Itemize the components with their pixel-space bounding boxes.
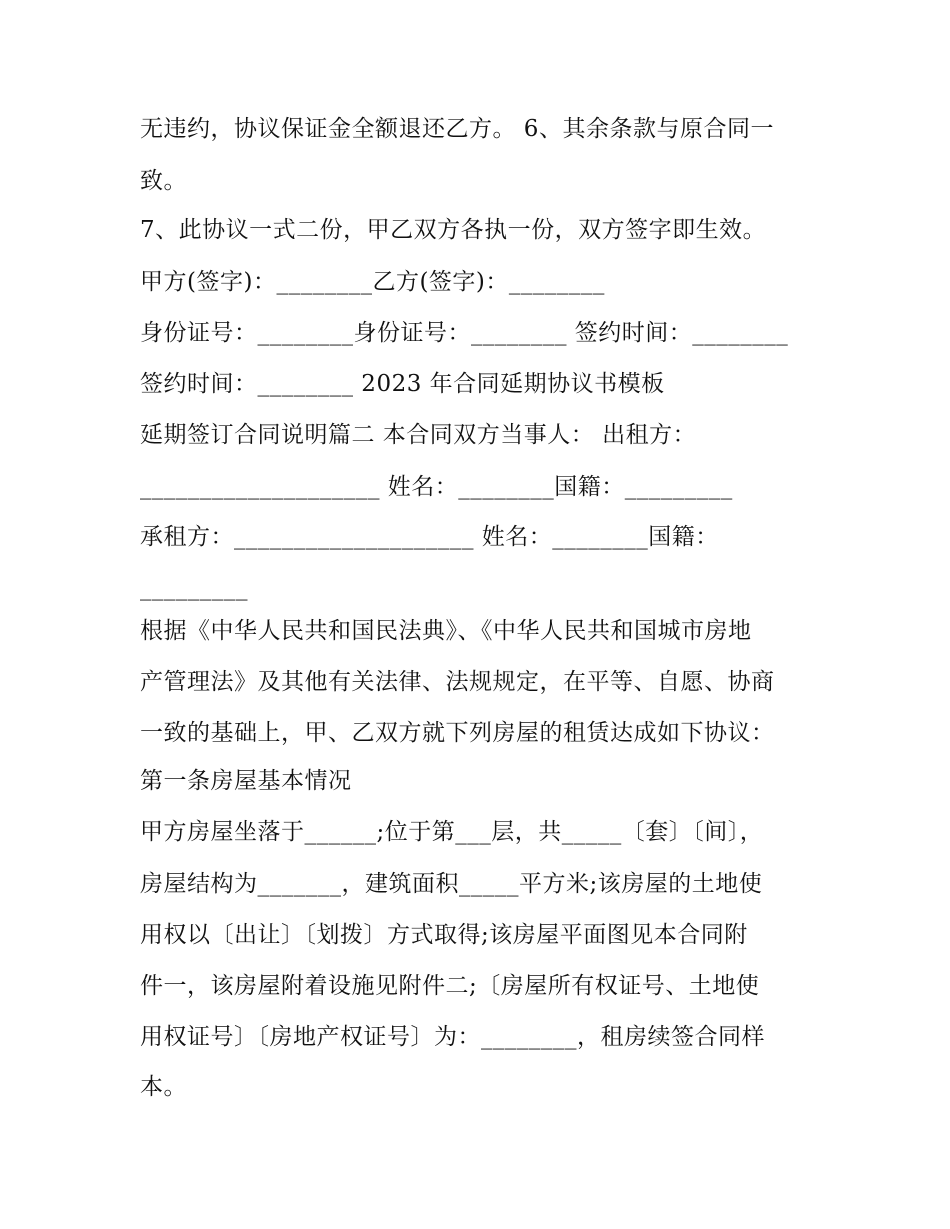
signature-line-parties: 甲方(签字)：________乙方(签字)：________	[140, 269, 605, 295]
text-line-18: 件一，该房屋附着设施见附件二;〔房屋所有权证号、土地使	[140, 973, 760, 999]
text-line-1: 无违约，协议保证金全额退还乙方。 6、其余条款与原合同一	[140, 116, 774, 142]
text-line-11: 根据《中华人民共和国民法典》、《中华人民共和国城市房地	[140, 618, 752, 644]
text-line-15: 甲方房屋坐落于______;位于第___层，共_____〔套〕〔间〕，	[140, 819, 764, 845]
lessor-info-line: ____________________ 姓名：________国籍：_________	[140, 474, 733, 500]
section-heading: 第一条房屋基本情况	[140, 768, 352, 794]
text-line-12: 产管理法》及其他有关法律、法规规定，在平等、自愿、协商	[140, 669, 775, 695]
text-line-16: 房屋结构为_______，建筑面积_____平方米;该房屋的土地使	[140, 871, 763, 897]
text-line-19: 用权证号〕〔房地产权证号〕为：________，租房续签合同样	[140, 1024, 765, 1050]
id-number-line: 身份证号：________身份证号：________ 签约时间：________	[140, 320, 789, 346]
text-line-2: 致。	[140, 168, 187, 194]
text-line-3: 7、此协议一式二份，甲乙双方各执一份，双方签字即生效。	[140, 217, 767, 243]
signing-time-line: 签约时间：________ 2023 年合同延期协议书模板	[140, 371, 665, 397]
lessee-info-line: 承租方：____________________ 姓名：________国籍：	[140, 524, 719, 550]
text-line-20: 本。	[140, 1074, 187, 1100]
text-line-10: _________	[140, 575, 248, 601]
text-line-7: 延期签订合同说明篇二 本合同双方当事人： 出租方：	[140, 422, 697, 448]
text-line-13: 一致的基础上，甲、乙双方就下列房屋的租赁达成如下协议：	[140, 720, 775, 746]
text-line-17: 用权以〔出让〕〔划拨〕方式取得;该房屋平面图见本合同附	[140, 922, 748, 948]
